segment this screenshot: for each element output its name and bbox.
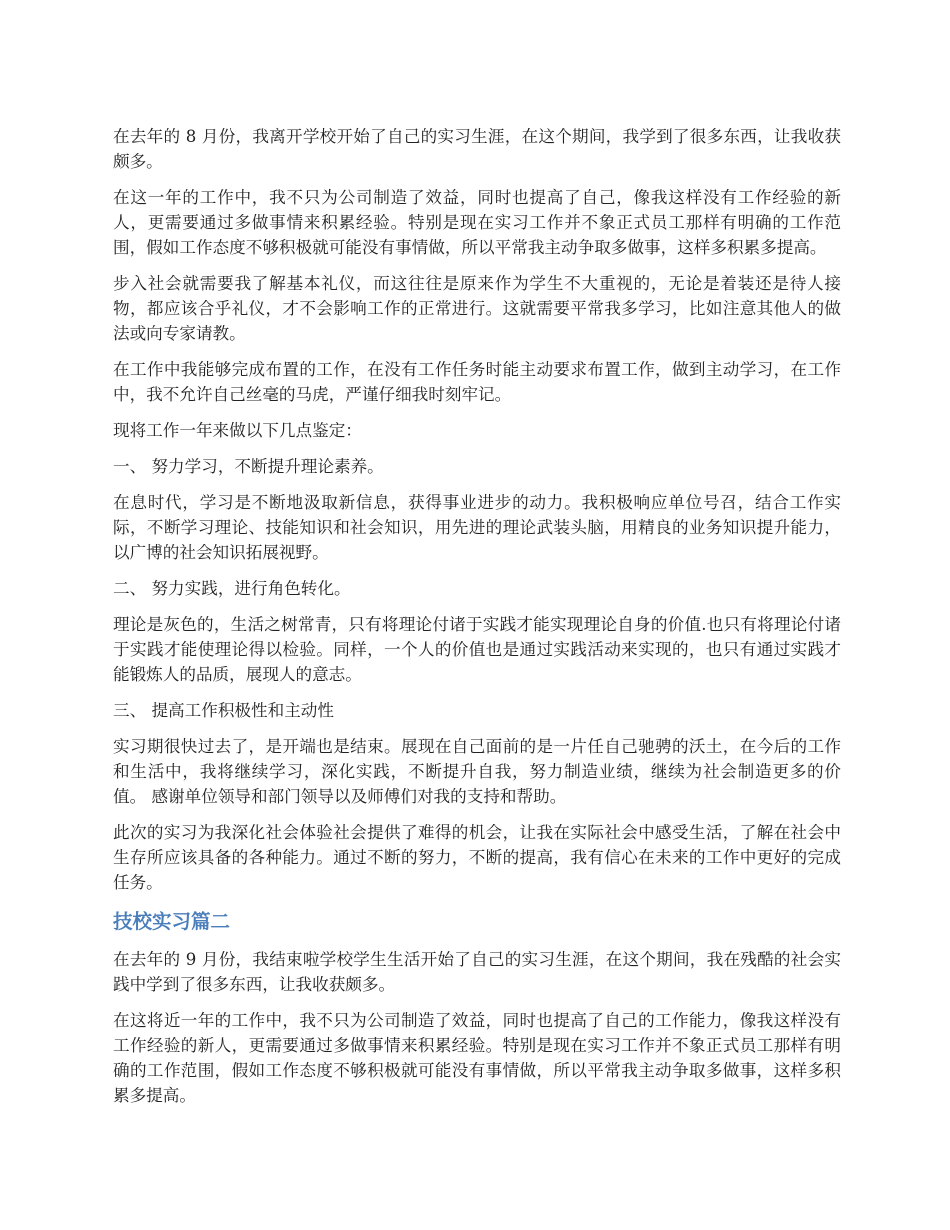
section-heading: 技校实习篇二: [113, 910, 231, 933]
list-heading-1: 一、 努力学习，不断提升理论素养。: [113, 457, 384, 476]
paragraph: 在工作中我能够完成布置的工作，在没有工作任务时能主动要求布置工作，做到主动学习，在工作中，我不允许自己丝毫的马虎，严谨仔细我时刻牢记。: [113, 360, 841, 404]
paragraph: 实习期很快过去了，是开端也是结束。展现在自己面前的是一片任自己驰骋的沃土，在今后的工作和生活中，我将继续学习，深化实践，不断提升自我，努力制造业绩，继续为社会制造更多的价值。 感谢单位领导和部门领导以及师傅们对我的支持和帮助。: [113, 737, 841, 806]
paragraph: 此次的实习为我深化社会体验社会提供了难得的机会，让我在实际社会中感受生活，了解在社会中生存所应该具备的各种能力。通过不断的努力，不断的提高，我有信心在未来的工作中更好的完成任务。: [113, 823, 841, 892]
list-heading-2: 二、 努力实践，进行角色转化。: [113, 579, 351, 598]
paragraph: 在这一年的工作中，我不只为公司制造了效益，同时也提高了自己，像我这样没有工作经验的新人，更需要通过多做事情来积累经验。特别是现在实习工作并不象正式员工那样有明确的工作范围，假如工作态度不够积极就可能没有事情做，所以平常我主动争取多做事，这样多积累多提高。: [113, 188, 841, 257]
paragraph: 在去年的 9 月份，我结束啦学校学生生活开始了自己的实习生涯，在这个期间，我在残酷的社会实践中学到了很多东西，让我收获颇多。: [113, 950, 841, 994]
paragraph: 在息时代，学习是不断地汲取新信息，获得事业进步的动力。我积极响应单位号召，结合工作实际，不断学习理论、技能知识和社会知识，用先进的理论武装头脑，用精良的业务知识提升能力，以广博的社会知识拓展视野。: [113, 493, 841, 562]
paragraph: 步入社会就需要我了解基本礼仪，而这往往是原来作为学生不大重视的，无论是着装还是待人接物，都应该合乎礼仪，才不会影响工作的正常进行。这就需要平常我多学习，比如注意其他人的做法或向专家请教。: [113, 274, 841, 343]
paragraph: 在这将近一年的工作中，我不只为公司制造了效益，同时也提高了自己的工作能力，像我这样没有工作经验的新人，更需要通过多做事情来积累经验。特别是现在实习工作并不象正式员工那样有明确的工作范围，假如工作态度不够积极就可能没有事情做，所以平常我主动争取多做事，这样多积累多提高。: [113, 1011, 841, 1105]
paragraph: 现将工作一年来做以下几点鉴定：: [113, 421, 362, 440]
paragraph: 在去年的 8 月份，我离开学校开始了自己的实习生涯，在这个期间，我学到了很多东西，让我收获颇多。: [113, 127, 841, 171]
document-body: [113, 124, 841, 1119]
paragraph: 理论是灰色的，生活之树常青，只有将理论付诸于实践才能实现理论自身的价值.也只有将理论付诸于实践才能使理论得以检验。同样，一个人的价值也是通过实践活动来实现的，也只有通过实践才能锻炼人的品质，展现人的意志。: [113, 615, 841, 684]
list-heading-3: 三、 提高工作积极性和主动性: [113, 701, 334, 720]
